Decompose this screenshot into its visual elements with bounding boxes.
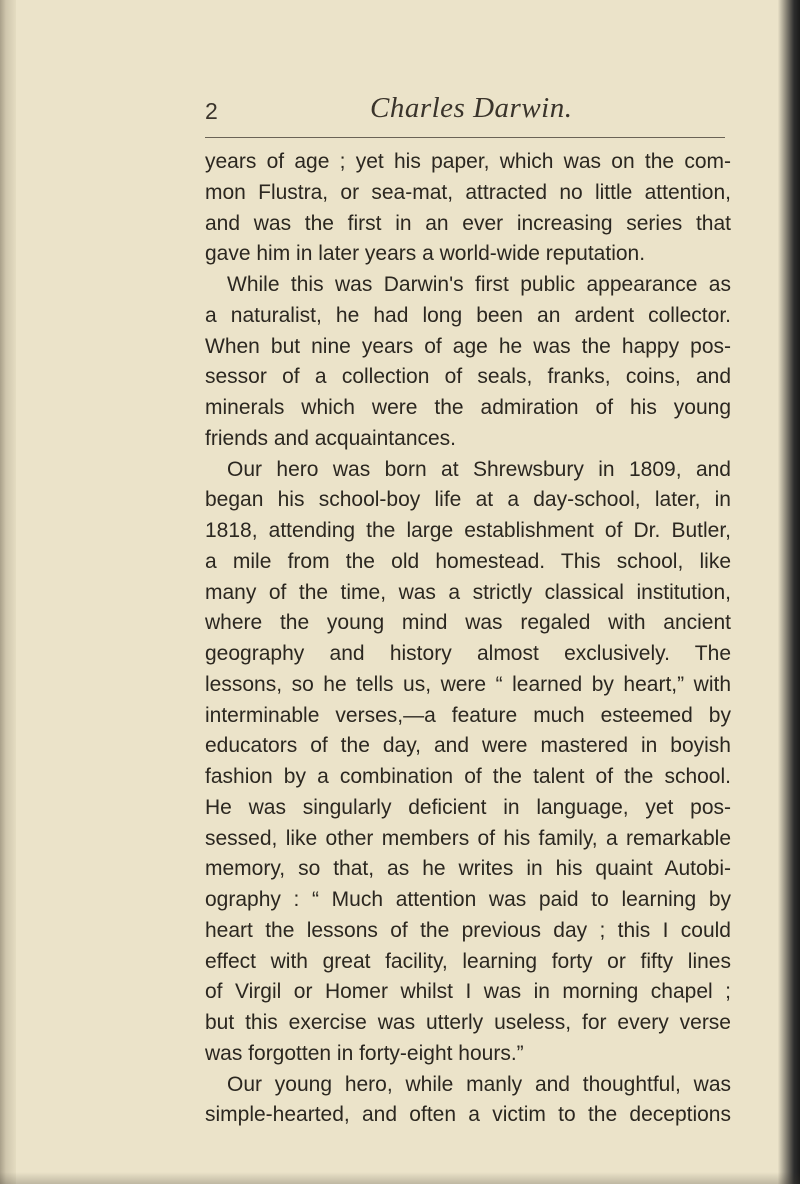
text-line: geography and history almost exclusively. The [205, 642, 731, 665]
text-line: Our young hero, while manly and thoughtful, was [227, 1072, 731, 1096]
text-line: When but nine years of age he was the happy pos- [205, 334, 731, 358]
text-line: mon Flustra, or sea-mat, attracted no little attention, [205, 180, 731, 204]
text-line: friends and acquaintances. [205, 426, 457, 450]
running-title: Charles Darwin. [370, 92, 573, 124]
text-line: memory, so that, as he writes in his quaint Autobi- [205, 857, 731, 881]
text-line: Our hero was born at Shrewsbury in 1809, and [227, 457, 731, 481]
text-line: a naturalist, he had long been an ardent collector. [205, 303, 731, 327]
text-line: minerals which were the admiration of his young [205, 396, 731, 419]
page-bottom-shade [0, 1172, 800, 1184]
text-line: many of the time, was a strictly classical institution, [205, 580, 731, 604]
text-line: began his school-boy life at a day-school, later, in [205, 488, 731, 512]
text-line: was forgotten in forty-eight hours.” [205, 1041, 524, 1065]
text-line: a mile from the old homestead. This school, like [205, 549, 731, 573]
text-line: gave him in later years a world-wide reputation. [205, 242, 646, 266]
text-line: 1818, attending the large establishment of Dr. Butler, [205, 519, 731, 542]
text-line: effect with great facility, learning forty or fifty lines [205, 949, 731, 973]
text-line: sessed, like other members of his family, a remarkable [205, 826, 731, 850]
text-line: years of age ; yet his paper, which was on the com- [205, 150, 731, 173]
text-line: fashion by a combination of the talent of the school. [205, 765, 731, 788]
text-line: where the young mind was regaled with ancient [205, 611, 731, 635]
text-line: interminable verses,—a feature much esteemed by [205, 703, 731, 727]
page-edge [778, 0, 800, 1184]
text-line: of Virgil or Homer whilst I was in morning chapel ; [205, 980, 731, 1004]
page-gutter-shadow [0, 0, 16, 1184]
page-number: 2 [205, 98, 218, 124]
text-line: While this was Darwin's first public appearance as [227, 273, 731, 296]
text-line: sessor of a collection of seals, franks, coins, and [205, 365, 731, 389]
text-line: but this exercise was utterly useless, for every verse [205, 1011, 731, 1034]
text-line: heart the lessons of the previous day ; this I could [205, 918, 731, 942]
text-line: lessons, so he tells us, were “ learned by heart,” with [205, 672, 731, 696]
page-header [205, 92, 731, 132]
text-line: He was singularly deficient in language, yet pos- [205, 795, 731, 819]
text-line: educators of the day, and were mastered in boyish [205, 734, 731, 758]
text-line: simple-hearted, and often a victim to the deceptions [205, 1103, 731, 1127]
text-line: and was the first in an ever increasing series that [205, 211, 731, 235]
header-rule [205, 137, 725, 138]
text-line: ography : “ Much attention was paid to learning by [205, 888, 731, 911]
body-text [205, 147, 731, 1131]
